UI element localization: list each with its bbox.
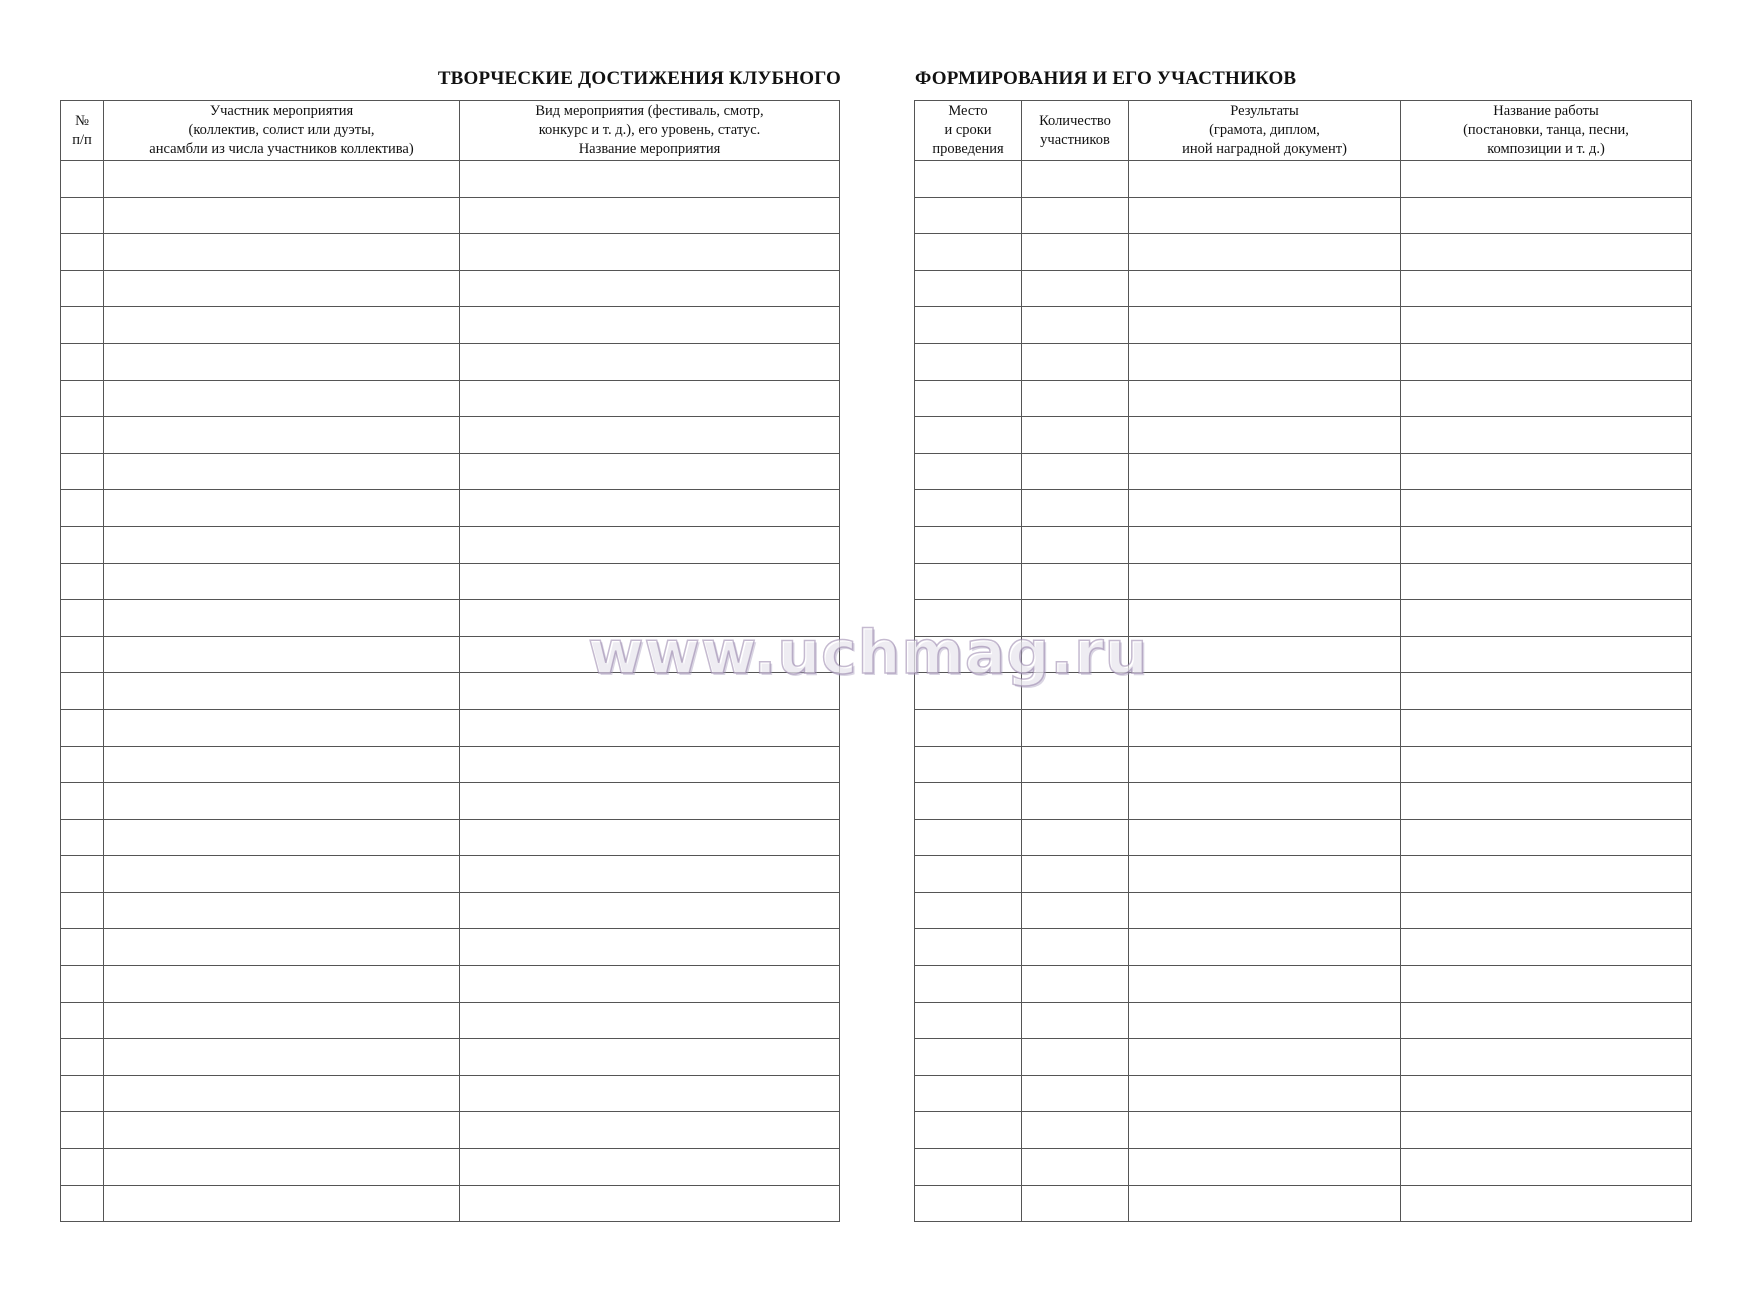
table-row <box>915 600 1692 637</box>
table-cell[interactable] <box>104 197 460 234</box>
table-row <box>915 892 1692 929</box>
table-cell[interactable] <box>460 453 840 490</box>
table-row <box>915 161 1692 198</box>
table-cell[interactable] <box>61 600 104 637</box>
table-cell[interactable] <box>61 343 104 380</box>
table-cell[interactable] <box>460 343 840 380</box>
table-cell[interactable] <box>915 819 1022 856</box>
table-row <box>915 1112 1692 1149</box>
table-cell[interactable] <box>460 600 840 637</box>
table-cell[interactable] <box>915 197 1022 234</box>
table-cell[interactable] <box>1022 307 1129 344</box>
table-row <box>915 417 1692 454</box>
table-cell[interactable] <box>1022 1185 1129 1222</box>
table-row <box>61 1039 840 1076</box>
table-cell[interactable] <box>104 673 460 710</box>
table-cell[interactable] <box>61 234 104 271</box>
table-cell[interactable] <box>915 234 1022 271</box>
table-row <box>61 856 840 893</box>
table-row <box>61 234 840 271</box>
table-row <box>61 270 840 307</box>
table-row <box>61 966 840 1003</box>
table-cell[interactable] <box>1022 1039 1129 1076</box>
table-cell[interactable] <box>1129 1039 1401 1076</box>
achievements-table-right <box>914 100 1692 1222</box>
table-cell[interactable] <box>104 966 460 1003</box>
table-cell[interactable] <box>1022 636 1129 673</box>
table-cell[interactable] <box>1401 856 1692 893</box>
table-row <box>61 307 840 344</box>
table-cell[interactable] <box>460 856 840 893</box>
table-cell[interactable] <box>1022 1002 1129 1039</box>
table-cell[interactable] <box>915 709 1022 746</box>
table-cell[interactable] <box>1022 929 1129 966</box>
table-row <box>915 343 1692 380</box>
table-row <box>61 600 840 637</box>
table-cell[interactable] <box>61 563 104 600</box>
table-cell[interactable] <box>1129 270 1401 307</box>
table-cell[interactable] <box>104 1112 460 1149</box>
table-cell[interactable] <box>915 746 1022 783</box>
table-cell[interactable] <box>61 197 104 234</box>
table-cell[interactable] <box>104 380 460 417</box>
table-cell[interactable] <box>1401 1039 1692 1076</box>
table-cell[interactable] <box>460 673 840 710</box>
table-cell[interactable] <box>1022 746 1129 783</box>
table-cell[interactable] <box>61 929 104 966</box>
table-row <box>61 343 840 380</box>
table-cell[interactable] <box>1129 453 1401 490</box>
table-cell[interactable] <box>915 343 1022 380</box>
table-cell[interactable] <box>915 490 1022 527</box>
table-cell[interactable] <box>104 819 460 856</box>
table-cell[interactable] <box>61 417 104 454</box>
table-row <box>915 673 1692 710</box>
table-cell[interactable] <box>61 856 104 893</box>
table-cell[interactable] <box>104 929 460 966</box>
table-cell[interactable] <box>1401 1002 1692 1039</box>
table-cell[interactable] <box>1129 929 1401 966</box>
table-cell[interactable] <box>1401 636 1692 673</box>
table-cell[interactable] <box>104 892 460 929</box>
table-cell[interactable] <box>915 1075 1022 1112</box>
table-cell[interactable] <box>61 307 104 344</box>
table-row <box>915 307 1692 344</box>
table-cell[interactable] <box>1022 1075 1129 1112</box>
table-cell[interactable] <box>1022 1149 1129 1186</box>
table-cell[interactable] <box>104 856 460 893</box>
table-row <box>915 1039 1692 1076</box>
table-cell[interactable] <box>1401 966 1692 1003</box>
table-cell[interactable] <box>104 526 460 563</box>
table-cell[interactable] <box>1129 1112 1401 1149</box>
table-cell[interactable] <box>1129 746 1401 783</box>
table-cell[interactable] <box>104 417 460 454</box>
table-row <box>61 819 840 856</box>
table-cell[interactable] <box>1129 343 1401 380</box>
table-row <box>61 1075 840 1112</box>
table-cell[interactable] <box>1401 234 1692 271</box>
table-cell[interactable] <box>915 856 1022 893</box>
table-cell[interactable] <box>104 1002 460 1039</box>
table-cell[interactable] <box>1401 819 1692 856</box>
table-cell[interactable] <box>460 1185 840 1222</box>
table-cell[interactable] <box>61 161 104 198</box>
table-cell[interactable] <box>61 892 104 929</box>
table-cell[interactable] <box>915 929 1022 966</box>
table-row <box>61 380 840 417</box>
table-cell[interactable] <box>61 380 104 417</box>
table-cell[interactable] <box>1022 453 1129 490</box>
table-cell[interactable] <box>460 1149 840 1186</box>
table-cell[interactable] <box>104 709 460 746</box>
table-cell[interactable] <box>1129 526 1401 563</box>
table-cell[interactable] <box>104 1185 460 1222</box>
table-cell[interactable] <box>1129 1185 1401 1222</box>
table-cell[interactable] <box>460 526 840 563</box>
table-cell[interactable] <box>1401 453 1692 490</box>
table-cell[interactable] <box>1401 746 1692 783</box>
header-participant-count: Количество участников <box>1022 101 1129 161</box>
table-cell[interactable] <box>61 1112 104 1149</box>
table-cell[interactable] <box>460 819 840 856</box>
table-row <box>61 197 840 234</box>
header-event-type: Вид мероприятия (фестиваль, смотр, конкурс и т. д.), его уровень, статус. Название мероприятия <box>460 101 840 161</box>
table-cell[interactable] <box>915 1002 1022 1039</box>
table-cell[interactable] <box>1401 709 1692 746</box>
table-cell[interactable] <box>460 307 840 344</box>
table-cell[interactable] <box>61 490 104 527</box>
table-cell[interactable] <box>104 490 460 527</box>
table-cell[interactable] <box>1129 709 1401 746</box>
table-cell[interactable] <box>915 270 1022 307</box>
table-cell[interactable] <box>1022 856 1129 893</box>
table-header-row <box>61 101 840 161</box>
table-cell[interactable] <box>1401 307 1692 344</box>
table-cell[interactable] <box>460 380 840 417</box>
table-cell[interactable] <box>1129 161 1401 198</box>
table-cell[interactable] <box>1129 234 1401 271</box>
table-cell[interactable] <box>61 746 104 783</box>
table-cell[interactable] <box>1129 892 1401 929</box>
table-cell[interactable] <box>61 1185 104 1222</box>
table-cell[interactable] <box>915 600 1022 637</box>
table-row <box>61 161 840 198</box>
table-cell[interactable] <box>915 453 1022 490</box>
table-cell[interactable] <box>460 563 840 600</box>
table-cell[interactable] <box>104 746 460 783</box>
table-row <box>915 234 1692 271</box>
table-cell[interactable] <box>1129 600 1401 637</box>
table-cell[interactable] <box>1022 380 1129 417</box>
header-number: № п/п <box>61 101 104 161</box>
table-cell[interactable] <box>1401 343 1692 380</box>
table-cell[interactable] <box>1129 380 1401 417</box>
table-cell[interactable] <box>460 1039 840 1076</box>
table-cell[interactable] <box>1129 417 1401 454</box>
table-cell[interactable] <box>1401 563 1692 600</box>
table-row <box>61 746 840 783</box>
page-title-right: ФОРМИРОВАНИЯ И ЕГО УЧАСТНИКОВ <box>915 68 1297 89</box>
table-cell[interactable] <box>1401 490 1692 527</box>
table-row <box>915 270 1692 307</box>
table-cell[interactable] <box>1401 929 1692 966</box>
table-cell[interactable] <box>460 161 840 198</box>
table-cell[interactable] <box>104 270 460 307</box>
table-cell[interactable] <box>460 197 840 234</box>
table-row <box>61 892 840 929</box>
table-cell[interactable] <box>61 270 104 307</box>
table-row <box>61 783 840 820</box>
table-cell[interactable] <box>104 600 460 637</box>
table-cell[interactable] <box>1022 234 1129 271</box>
table-cell[interactable] <box>1022 197 1129 234</box>
table-header-row <box>915 101 1692 161</box>
table-row <box>915 929 1692 966</box>
table-cell[interactable] <box>1129 1149 1401 1186</box>
table-cell[interactable] <box>1401 380 1692 417</box>
table-cell[interactable] <box>460 636 840 673</box>
table-row <box>915 490 1692 527</box>
table-row <box>61 1149 840 1186</box>
table-cell[interactable] <box>915 1185 1022 1222</box>
table-cell[interactable] <box>104 783 460 820</box>
table-cell[interactable] <box>1401 1112 1692 1149</box>
table-cell[interactable] <box>1022 417 1129 454</box>
table-cell[interactable] <box>1129 636 1401 673</box>
table-row <box>61 563 840 600</box>
table-cell[interactable] <box>1022 819 1129 856</box>
table-row <box>61 490 840 527</box>
table-cell[interactable] <box>1022 783 1129 820</box>
table-cell[interactable] <box>915 673 1022 710</box>
table-cell[interactable] <box>460 1075 840 1112</box>
table-cell[interactable] <box>1401 417 1692 454</box>
table-cell[interactable] <box>1022 600 1129 637</box>
table-cell[interactable] <box>1022 709 1129 746</box>
table-row <box>915 1002 1692 1039</box>
table-row <box>61 453 840 490</box>
table-row <box>915 453 1692 490</box>
table-cell[interactable] <box>104 453 460 490</box>
table-row <box>915 380 1692 417</box>
table-cell[interactable] <box>915 161 1022 198</box>
table-cell[interactable] <box>1401 270 1692 307</box>
table-cell[interactable] <box>1022 490 1129 527</box>
table-cell[interactable] <box>104 161 460 198</box>
table-cell[interactable] <box>1022 161 1129 198</box>
table-cell[interactable] <box>460 783 840 820</box>
table-cell[interactable] <box>61 966 104 1003</box>
table-row <box>915 636 1692 673</box>
table-cell[interactable] <box>1022 966 1129 1003</box>
table-cell[interactable] <box>1129 490 1401 527</box>
table-cell[interactable] <box>915 307 1022 344</box>
table-cell[interactable] <box>1401 600 1692 637</box>
table-cell[interactable] <box>104 1075 460 1112</box>
table-cell[interactable] <box>1129 1002 1401 1039</box>
table-cell[interactable] <box>61 636 104 673</box>
table-cell[interactable] <box>915 563 1022 600</box>
table-row <box>61 1112 840 1149</box>
table-cell[interactable] <box>915 892 1022 929</box>
table-cell[interactable] <box>915 1149 1022 1186</box>
table-row <box>915 966 1692 1003</box>
table-row <box>915 526 1692 563</box>
table-cell[interactable] <box>61 1039 104 1076</box>
table-cell[interactable] <box>1022 892 1129 929</box>
table-cell[interactable] <box>104 343 460 380</box>
table-row <box>61 417 840 454</box>
table-row <box>915 197 1692 234</box>
table-cell[interactable] <box>1129 307 1401 344</box>
table-cell[interactable] <box>1129 563 1401 600</box>
table-cell[interactable] <box>104 307 460 344</box>
table-row <box>61 929 840 966</box>
table-cell[interactable] <box>1401 197 1692 234</box>
table-row <box>915 746 1692 783</box>
table-row <box>915 856 1692 893</box>
table-cell[interactable] <box>915 1112 1022 1149</box>
table-cell[interactable] <box>460 1112 840 1149</box>
table-cell[interactable] <box>1401 526 1692 563</box>
table-cell[interactable] <box>1401 1075 1692 1112</box>
table-cell[interactable] <box>1129 197 1401 234</box>
table-cell[interactable] <box>1022 673 1129 710</box>
table-cell[interactable] <box>61 783 104 820</box>
table-cell[interactable] <box>61 453 104 490</box>
table-row <box>915 1075 1692 1112</box>
table-cell[interactable] <box>460 234 840 271</box>
table-cell[interactable] <box>1129 856 1401 893</box>
table-cell[interactable] <box>1022 1112 1129 1149</box>
table-cell[interactable] <box>1129 966 1401 1003</box>
table-cell[interactable] <box>915 526 1022 563</box>
table-cell[interactable] <box>1129 1075 1401 1112</box>
table-cell[interactable] <box>1129 819 1401 856</box>
table-cell[interactable] <box>61 1002 104 1039</box>
achievements-table-left <box>60 100 840 1222</box>
table-row <box>61 1185 840 1222</box>
table-row <box>61 1002 840 1039</box>
header-results: Результаты (грамота, диплом, иной наградной документ) <box>1129 101 1401 161</box>
table-cell[interactable] <box>61 526 104 563</box>
table-row <box>61 673 840 710</box>
table-cell[interactable] <box>915 1039 1022 1076</box>
table-row <box>61 526 840 563</box>
table-cell[interactable] <box>460 929 840 966</box>
table-cell[interactable] <box>61 709 104 746</box>
table-cell[interactable] <box>104 1039 460 1076</box>
table-cell[interactable] <box>61 673 104 710</box>
table-cell[interactable] <box>915 417 1022 454</box>
header-place-dates: Место и сроки проведения <box>915 101 1022 161</box>
page-title-left: ТВОРЧЕСКИЕ ДОСТИЖЕНИЯ КЛУБНОГО <box>437 68 841 89</box>
table-cell[interactable] <box>1401 1185 1692 1222</box>
table-cell[interactable] <box>1022 343 1129 380</box>
table-cell[interactable] <box>1022 526 1129 563</box>
table-cell[interactable] <box>104 636 460 673</box>
table-cell[interactable] <box>1129 783 1401 820</box>
table-cell[interactable] <box>104 1149 460 1186</box>
table-cell[interactable] <box>1401 892 1692 929</box>
table-row <box>61 636 840 673</box>
table-cell[interactable] <box>1401 161 1692 198</box>
table-cell[interactable] <box>460 270 840 307</box>
table-row <box>915 783 1692 820</box>
table-cell[interactable] <box>915 636 1022 673</box>
table-row <box>61 709 840 746</box>
table-row <box>915 709 1692 746</box>
table-cell[interactable] <box>61 1075 104 1112</box>
table-cell[interactable] <box>460 709 840 746</box>
table-cell[interactable] <box>1022 270 1129 307</box>
table-cell[interactable] <box>460 417 840 454</box>
table-cell[interactable] <box>61 819 104 856</box>
table-row <box>915 1149 1692 1186</box>
table-cell[interactable] <box>460 966 840 1003</box>
table-row <box>915 563 1692 600</box>
table-cell[interactable] <box>460 490 840 527</box>
table-cell[interactable] <box>1401 673 1692 710</box>
table-cell[interactable] <box>104 563 460 600</box>
watermark: www.uchmag.ru <box>588 618 1149 688</box>
table-cell[interactable] <box>460 892 840 929</box>
table-cell[interactable] <box>1401 1149 1692 1186</box>
table-cell[interactable] <box>915 783 1022 820</box>
table-cell[interactable] <box>1129 673 1401 710</box>
table-row <box>915 1185 1692 1222</box>
table-cell[interactable] <box>1401 783 1692 820</box>
header-work-title: Название работы (постановки, танца, песни, композиции и т. д.) <box>1401 101 1692 161</box>
header-participant: Участник мероприятия (коллектив, солист или дуэты, ансамбли из числа участников коллектива) <box>104 101 460 161</box>
table-cell[interactable] <box>104 234 460 271</box>
table-cell[interactable] <box>61 1149 104 1186</box>
table-cell[interactable] <box>1022 563 1129 600</box>
table-cell[interactable] <box>915 966 1022 1003</box>
table-cell[interactable] <box>460 746 840 783</box>
table-cell[interactable] <box>460 1002 840 1039</box>
table-row <box>915 819 1692 856</box>
table-cell[interactable] <box>915 380 1022 417</box>
